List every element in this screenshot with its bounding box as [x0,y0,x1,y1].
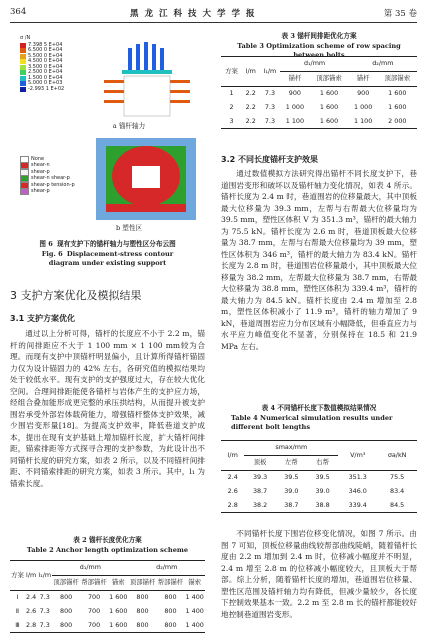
table-cell: 1 400 [185,606,204,615]
table-2-caption [10,536,205,555]
table-cell: 2.4 [26,592,37,601]
table-row [221,86,417,100]
table-cell: 39.3 [252,472,268,481]
table-cell: 7.3 [264,116,276,125]
table-subheader: 顶板 [253,458,267,467]
table-subheader: 锚索 [111,578,125,587]
volume-label: 第 35 卷 [383,9,417,19]
table-cell: 2 [229,102,234,111]
legend-swatch [20,81,26,86]
table-cell: 1 600 [319,116,339,125]
caption-cn-label: 图 6 [39,240,53,248]
table-cell: 346.0 [348,486,367,495]
table-cell: 7.3 [39,620,50,629]
table-subheader: 顶部锚杆 [53,578,79,587]
table-cell: 1 600 [109,620,128,629]
table-cell: 39.0 [315,486,330,495]
table-cell: 2.6 [26,606,37,615]
table-row [10,619,205,633]
table-3 [221,56,417,129]
th-sigma: σa/kN [377,441,417,471]
table-subheader: 帮部锚杆 [157,578,184,587]
th-d1: d₁/mm [280,57,348,72]
side-bolt [170,80,190,83]
bolt-bar [144,42,148,70]
table-cell: 7.3 [264,88,276,97]
table-row [221,485,417,499]
bolt-bar [128,48,132,70]
th-l: l/m [242,57,259,87]
table-row [221,115,417,129]
bolt-bar [160,48,164,70]
table-cell: 1 000 [354,102,373,111]
table-cell: 700 [87,606,101,615]
table-cell: 84.5 [390,500,405,509]
table-cell: 2.6 [227,486,238,495]
right-body-1 [221,168,417,352]
table-cell: 800 [60,592,73,601]
table-cell: 1 100 [354,116,373,125]
legend-label: 3.500 0 E+04 [28,63,63,70]
th-scheme: 方案 [10,561,25,591]
th-l1: l₁/m [37,561,52,591]
legend-plastic-zone [20,156,90,195]
subsection-title: 3.1 支护方案优化 [10,314,75,323]
figure-6b [14,136,204,236]
table-2 [10,560,205,633]
header-rule [10,22,417,23]
th-d2: d₂/mm [349,57,417,72]
side-bolt [170,100,190,103]
legend-label: 1.500 0 E+04 [28,74,63,81]
table-cell: 7.3 [264,102,276,111]
legend-swatch [20,76,26,81]
table-cell: 1 400 [185,620,204,629]
legend-label: 4.500 0 E+04 [28,58,63,64]
bolt-bar [152,44,156,70]
th-scheme: 方案 [221,57,242,87]
table-cell: 1 600 [109,606,128,615]
table-cell: 39.0 [284,486,299,495]
table-cell: 7.3 [39,592,50,601]
table-cell: 700 [87,592,101,601]
table-cell: 800 [164,606,177,615]
table-cell: 2.2 [245,88,256,97]
th-d1: d₁/mm [52,561,128,576]
th-l: l/m [221,441,244,471]
bolt-bar [136,44,140,70]
table-subheader: 左帮 [284,458,298,467]
table-title-cn: 表 2 锚杆长度优化方案 [73,536,142,544]
table-cell: 2.8 [26,620,37,629]
legend-label: shear-n [31,162,50,168]
table-cell: 1 600 [388,102,407,111]
legend-entry [20,189,90,196]
legend-swatch [20,54,26,59]
side-bolt [104,100,124,103]
table-cell: Ⅰ [16,592,19,601]
legend-axial-force [20,36,80,92]
table-subheader: 锚杆 [356,74,370,83]
side-bolt [104,80,124,83]
table-cell: 900 [357,88,370,97]
table-title-en: Table 4 Numerical simulation results under different bolt lengths [231,413,393,431]
paragraph: 通过以上分析可得，锚杆的长度应不小于 2.2 m，锚杆的间排距应不大于 1 100 mm × 1 100 mm较为合理。而现有支护中顶锚杆明显偏小，且计算所得锚杆锚固力仅为设计锚固力的 42% 左右，各研究值的模拟结果均处于较低水平。现有支护的支护强度过大，存在较大优化空间。合理间排距能使各锚杆与岩体产生的支护应力场，经组合叠加能形成更完整的承压拱结构，从而提升被支护围岩承受外部岩体载荷能力，增强锚杆整体支护效果，减少围岩变形量[18]。为提高支护效率，降低巷道支护成本，提出在现有支护基础上增加锚杆长度，扩大锚杆间排距，锚索排距等方式探寻合理的支护参数，为此设计出不同锚杆长度的研究方案，如表 2 所示，以及不同锚杆间排距、不同锚索排距的研究方案，如表 3 所示。其中，l₁ 为锚索长度。 [10,329,205,488]
legend-label: shear-p [31,168,50,175]
table-cell: 800 [136,592,149,601]
table-cell: 1 600 [109,592,128,601]
right-body-2 [221,528,417,620]
table-cell: 900 [288,88,301,97]
table-cell: 800 [164,592,177,601]
table-cell: 1 100 [285,116,305,125]
table-cell: 1 [229,88,234,97]
table-cell: 75.5 [390,472,405,481]
table-cell: 39.5 [284,472,299,481]
table-cell: 1 600 [388,88,407,97]
table-title-cn: 表 4 不同锚杆长度下数值模拟结果情况 [261,404,377,412]
legend-swatch [20,43,26,48]
side-bolt [104,90,124,93]
legend-label: 2.500 0 E+04 [28,69,63,75]
table-cell: 1 400 [185,592,204,601]
table-subheader: 锚索 [188,578,202,587]
legend-label: 7.398 5 E+04 [28,41,63,48]
legend-swatch [20,65,26,70]
legend-label: shear-p tension-p [31,181,75,188]
table-4-caption [221,404,417,433]
table-cell: 339.4 [348,500,367,509]
legend-label: shear-n shear-p [31,175,70,181]
axial-force-contour [92,38,202,128]
table-cell: 800 [164,620,177,629]
legend-label: shear-p [31,188,50,194]
th-smax: smax/mm [244,441,338,456]
table-cell: 700 [87,620,101,629]
left-body [10,328,205,489]
th-d2: d₂/mm [129,561,205,576]
table-cell: 800 [136,620,149,629]
legend-swatch [20,70,26,75]
table-row [10,605,205,619]
plastic-zone-contour [92,136,202,222]
table-cell: 2.4 [227,472,238,481]
legend-label: None [31,155,45,162]
table-cell: 7.3 [39,606,50,615]
page-header [10,6,417,20]
subsection-title: 3.2 不同长度锚杆支护效果 [221,155,318,164]
table-cell: 800 [60,620,73,629]
table-subheader: 右帮 [316,458,329,467]
legend-swatch [20,48,26,53]
figure-6-caption [10,240,205,269]
table-cell: 2.8 [227,500,238,509]
table-cell: 38.8 [315,500,330,509]
table-cell: 38.2 [252,500,268,509]
table-cell: Ⅲ [15,620,20,629]
table-subheader: 顶部锚索 [384,74,411,83]
table-cell: 2 000 [388,116,407,125]
th-v: V/m³ [338,441,377,471]
table-subheader: 顶部锚杆 [129,578,156,587]
legend-swatch [20,188,29,195]
table-cell: 2.2 [245,102,256,111]
table-row [10,590,205,604]
journal-title: 黑龙江科技大学学报 [130,9,261,19]
table-subheader: 锚杆 [288,74,302,83]
table-subheader: 顶部锚索 [316,74,342,83]
table-cell: 39.5 [315,472,330,481]
legend-label: 5.000 0 E+03 [28,80,63,86]
table-4 [221,440,417,513]
table-cell: 1 600 [319,102,339,111]
caption-cn: 现有支护下的锚杆轴力与塑性区分布云图 [57,240,176,248]
table-cell: 351.3 [348,472,367,481]
subcaption-a: a 锚杆轴力 [112,122,146,130]
table-cell: 800 [136,606,149,615]
table-cell: 3 [229,116,234,125]
table-title-cn: 表 3 锚杆间排距优化方案 [281,32,357,40]
table-cell: 1 000 [285,102,305,111]
table-row [221,101,417,115]
paragraph: 不同锚杆长度下围岩位移变化情况，如图 7 所示。由图 7 可知，顶板位移量曲线较帮部曲线陡峭，随着锚杆长度由 2.2 m 增加到 2.4 m 时，位移减小幅度并不明显，2.4 m 增至 2.8 m 的位移减小幅度较大，且顶板大于帮部。综上分析，随着锚杆长度的增加，巷道围岩位移量、塑性区范围及锚杆轴力均有降低，但减少量较少，各长度下控制效果基本一致。2.2 m 至 2.8 m 长的锚杆都能较好地控制巷道围岩变形。 [221,529,417,619]
legend-label: 5.500 0 E+04 [28,52,63,59]
table-cell: 38.7 [284,500,299,509]
legend-label: -2.993 1 E+02 [28,85,65,92]
caption-en-label: Fig. 6 [41,249,63,258]
table-cell: 38.7 [252,486,268,495]
caption-en: Displacement-stress contour diagram under existing support [48,249,174,267]
paragraph: 通过数值模拟方法研究得出锚杆不同长度支护下，巷道围岩变形和破坏以及锚杆轴力变化情况，如表 4 所示。锚杆长度为 2.4 m 时，巷道围岩的位移量最大，其中顶板最大位移量为 39.3 mm，左帮与右帮最大位移量均为 39.5 mm，塑性区体积 V 为 351.3 m³，锚杆的最大轴力为 75.5 kN。锚杆长度为 2.6 m 时，巷道顶板最大位移量为 38.7 mm，左帮与右帮最大位移量均为 39 mm，塑性区体积为 346 m³，锚杆的最大轴力为 83.4 kN。锚杆长度为 2.8 m 时，巷道围岩位移量最小，其中顶板最大位移量为 38.2 mm，左帮最大位移量为 38.7 mm，右帮最大位移量为 38.8 mm，塑性区体积为 339.4 m³，锚杆的最大轴力为 84.5 kN。锚杆长度由 2.4 m 增加至 2.8 m，塑性区体积减小了 11.9 m³，锚杆的轴力增加了 9 kN，巷道周围岩应力分布区域有小幅降低，但垂直应力与水平应力峰值变化不显著，分别保持在 18.5 和 21.9 MPa 左右。 [221,169,417,351]
table-title-en: Table 3 Optimization scheme of row spacing between bolts [237,41,401,59]
section-title: 3 支护方案优化及模拟结果 [10,289,142,302]
table-cell: Ⅱ [15,606,20,615]
table-cell: 1 600 [319,88,339,97]
figure-6a [14,34,204,130]
table-subheader: 帮部锚杆 [81,578,107,587]
legend-entry [20,87,80,93]
legend-title: σ /N [20,35,31,41]
table-row [221,470,417,484]
table-cell: 83.4 [390,486,405,495]
table-title-en: Table 2 Anchor length optimization scheme [26,545,189,554]
legend-swatch [20,59,26,64]
th-l: l/m [25,561,37,591]
th-l1: l₁/m [259,57,280,87]
side-bolt [170,90,190,93]
legend-swatch [20,87,26,92]
table-cell: 2.2 [245,116,256,125]
table-row [221,499,417,513]
subcaption-b: b 塑性区 [115,224,143,232]
page-number: 364 [10,7,27,17]
legend-label: 6.500 0 E+04 [28,47,63,53]
table-cell: 800 [60,606,73,615]
